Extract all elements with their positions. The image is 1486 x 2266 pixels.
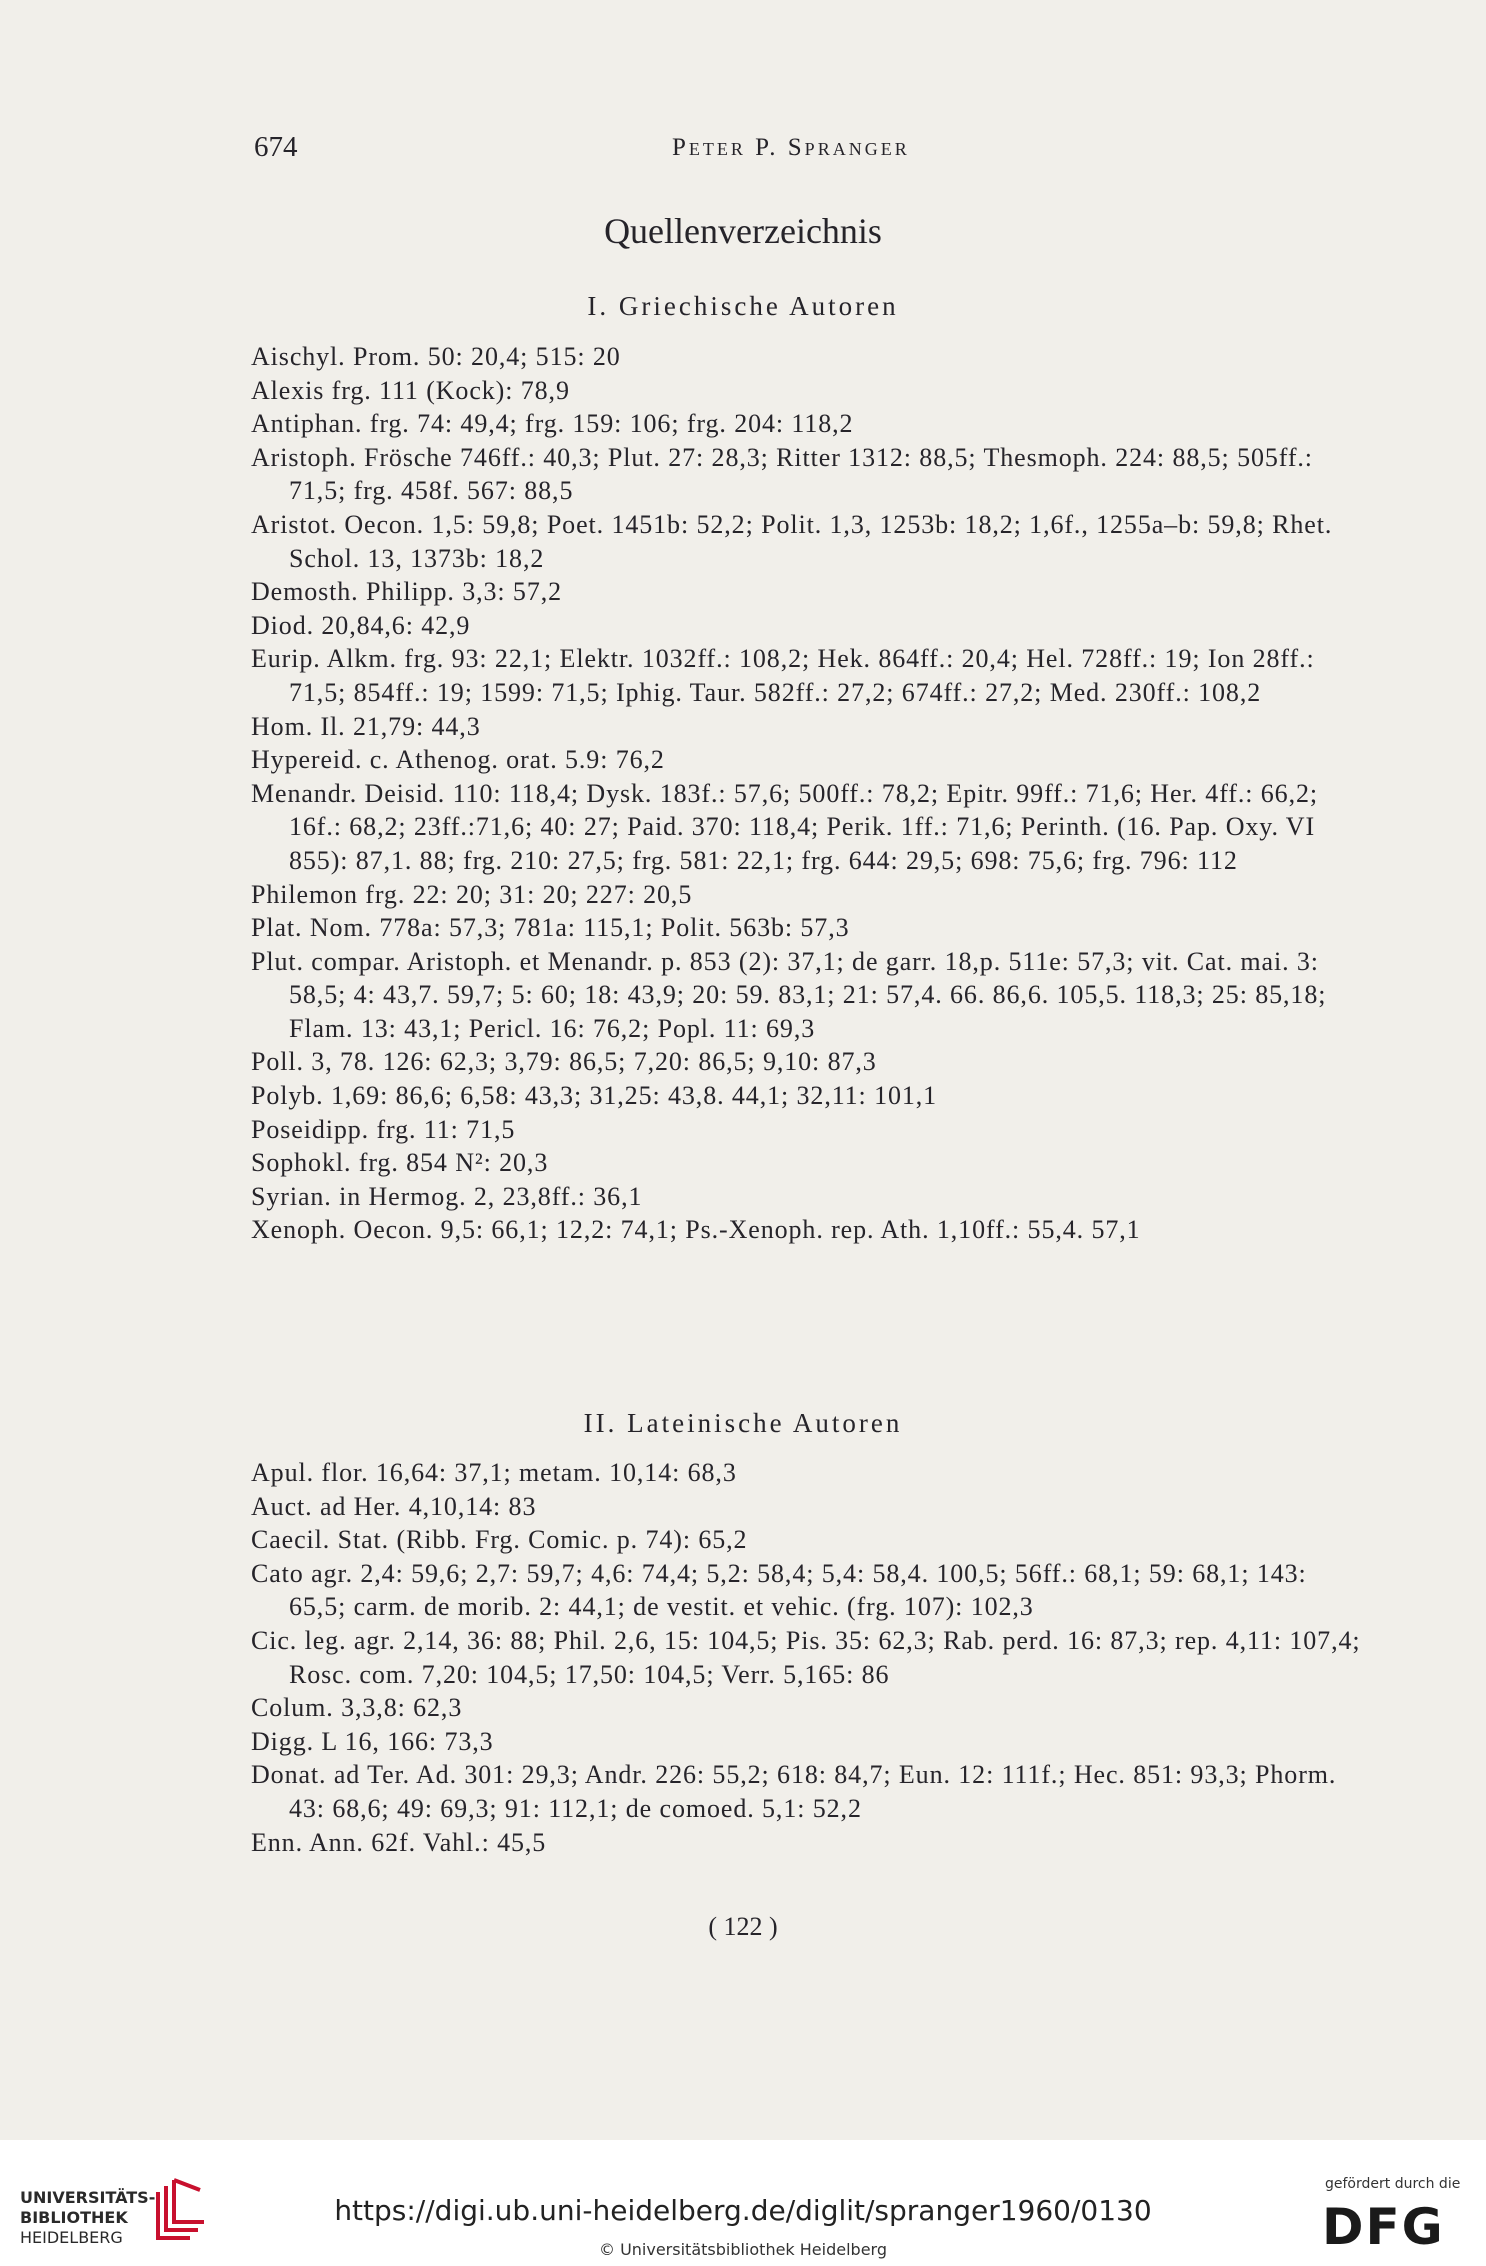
index-entry: Demosth. Philipp. 3,3: 57,2 — [251, 577, 563, 607]
dfg-logo-text: DFG — [1322, 2200, 1445, 2250]
index-entry: Donat. ad Ter. Ad. 301: 29,3; Andr. 226: 55,2; 618: 84,7; Eun. 12: 111f.; Hec. 851: 93,3; Phorm. 43: 68,6; 49: 69,3; 91: 112,1; de comoed. 5,1: 52,2 — [251, 1760, 1337, 1823]
index-entry: Aristoph. Frösche 746ff.: 40,3; Plut. 27: 28,3; Ritter 1312: 88,5; Thesmoph. 224: 88,5; 505ff.: 71,5; frg. 458f. 567: 88,5 — [251, 442, 1313, 506]
index-entry: Plut. compar. Aristoph. et Menandr. p. 853 (2): 37,1; de garr. 18,p. 511e: 57,3; vit. Cat. mai. 3: 58,5; 4: 43,7. 59,7; 5: 60; 18: 43,9; 20: 59. 83,1; 21: 57,4. 66. 86,6. 105,5. 118,3; 25: 85,18; Flam. 13: 43,1; Pericl. 16: 76,2; Popl. 11: 69,3 — [251, 946, 1327, 1043]
index-entry: Syrian. in Hermog. 2, 23,8ff.: 36,1 — [251, 1181, 643, 1211]
index-entry: Auct. ad Her. 4,10,14: 83 — [251, 1491, 537, 1521]
index-entry: Enn. Ann. 62f. Vahl.: 45,5 — [251, 1827, 547, 1857]
index-entry: Xenoph. Oecon. 9,5: 66,1; 12,2: 74,1; Ps.-Xenoph. rep. Ath. 1,10ff.: 55,4. 57,1 — [251, 1215, 1141, 1245]
index-entry: Digg. L 16, 166: 73,3 — [251, 1726, 494, 1756]
section-heading-greek: I. Griechische Autoren — [587, 291, 899, 321]
index-entry: Poll. 3, 78. 126: 62,3; 3,79: 86,5; 7,20: 86,5; 9,10: 87,3 — [251, 1047, 877, 1077]
index-entry: Plat. Nom. 778a: 57,3; 781a: 115,1; Polit. 563b: 57,3 — [251, 913, 850, 943]
section-heading-latin: II. Lateinische Autoren — [583, 1408, 903, 1438]
index-entry: Alexis frg. 111 (Kock): 78,9 — [251, 375, 570, 405]
index-entry: Sophokl. frg. 854 N²: 20,3 — [251, 1148, 549, 1178]
index-entry: Poseidipp. frg. 11: 71,5 — [251, 1114, 516, 1144]
library-line-2: BIBLIOTHEK — [20, 2208, 128, 2227]
running-head-author: Peter P. Spranger — [672, 134, 910, 161]
index-entry: Hypereid. c. Athenog. orat. 5.9: 76,2 — [251, 745, 665, 775]
greek-authors-list — [251, 340, 1371, 1247]
permalink-url[interactable]: https://digi.ub.uni-heidelberg.de/diglit/spranger1960/0130 — [334, 2194, 1152, 2227]
index-entry: Colum. 3,3,8: 62,3 — [251, 1693, 463, 1723]
index-entry: Aristot. Oecon. 1,5: 59,8; Poet. 1451b: 52,2; Polit. 1,3, 1253b: 18,2; 1,6f., 1255a–b: 59,8; Rhet. Schol. 13, 1373b: 18,2 — [251, 509, 1333, 573]
index-entry: Eurip. Alkm. frg. 93: 22,1; Elektr. 1032ff.: 108,2; Hek. 864ff.: 20,4; Hel. 728ff.: 19; Ion 28ff.: 71,5; 854ff.: 19; 1599: 71,5; Iphig. Taur. 582ff.: 27,2; 674ff.: 27,2; Med. 230ff.: 108,2 — [251, 644, 1315, 707]
funding-label: gefördert durch die — [1325, 2176, 1461, 2192]
copyright-notice: © Universitätsbibliothek Heidelberg — [598, 2240, 887, 2259]
index-entry: Aischyl. Prom. 50: 20,4; 515: 20 — [251, 342, 621, 371]
digitization-footer — [0, 2140, 1486, 2266]
index-entry: Antiphan. frg. 74: 49,4; frg. 159: 106; frg. 204: 118,2 — [251, 409, 854, 439]
latin-authors-list — [251, 1456, 1371, 1859]
index-entry: Menandr. Deisid. 110: 118,4; Dysk. 183f.: 57,6; 500ff.: 78,2; Epitr. 99ff.: 71,6; Her. 4ff.: 66,2; 16f.: 68,2; 23ff.:71,6; 40: 27; Paid. 370: 118,4; Perik. 1ff.: 71,6; Perinth. (16. Pap. Oxy. VI 855): 87,1. 88; frg. 210: 27,5; frg. 581: 22,1; frg. 644: 29,5; 698: 75,6; frg. 796: 112 — [251, 778, 1318, 875]
index-entry: Philemon frg. 22: 20; 31: 20; 227: 20,5 — [251, 879, 693, 909]
page-number: 674 — [254, 131, 298, 163]
index-entry: Cato agr. 2,4: 59,6; 2,7: 59,7; 4,6: 74,4; 5,2: 58,4; 5,4: 58,4. 100,5; 56ff.: 68,1; 59: 68,1; 143: 65,5; carm. de morib. 2: 44,1; de vestit. et vehic. (frg. 107): 102,3 — [251, 1558, 1307, 1622]
page-footer-number: ( 122 ) — [708, 1912, 778, 1941]
index-entry: Polyb. 1,69: 86,6; 6,58: 43,3; 31,25: 43,8. 44,1; 32,11: 101,1 — [251, 1081, 938, 1111]
index-entry: Hom. Il. 21,79: 44,3 — [251, 711, 481, 741]
page-title: Quellenverzeichnis — [604, 211, 882, 251]
index-entry: Caecil. Stat. (Ribb. Frg. Comic. p. 74): 65,2 — [251, 1525, 748, 1555]
library-line-1: UNIVERSITÄTS- — [20, 2188, 156, 2207]
index-entry: Cic. leg. agr. 2,14, 36: 88; Phil. 2,6, 15: 104,5; Pis. 35: 62,3; Rab. perd. 16: 87,3; rep. 4,11: 107,4; Rosc. com. 7,20: 104,5; 17,50: 104,5; Verr. 5,165: 86 — [251, 1625, 1361, 1689]
library-line-3: HEIDELBERG — [20, 2228, 123, 2247]
index-entry: Apul. flor. 16,64: 37,1; metam. 10,14: 68,3 — [251, 1458, 737, 1487]
index-entry: Diod. 20,84,6: 42,9 — [251, 610, 471, 640]
dfg-logo-icon — [1322, 2200, 1464, 2250]
